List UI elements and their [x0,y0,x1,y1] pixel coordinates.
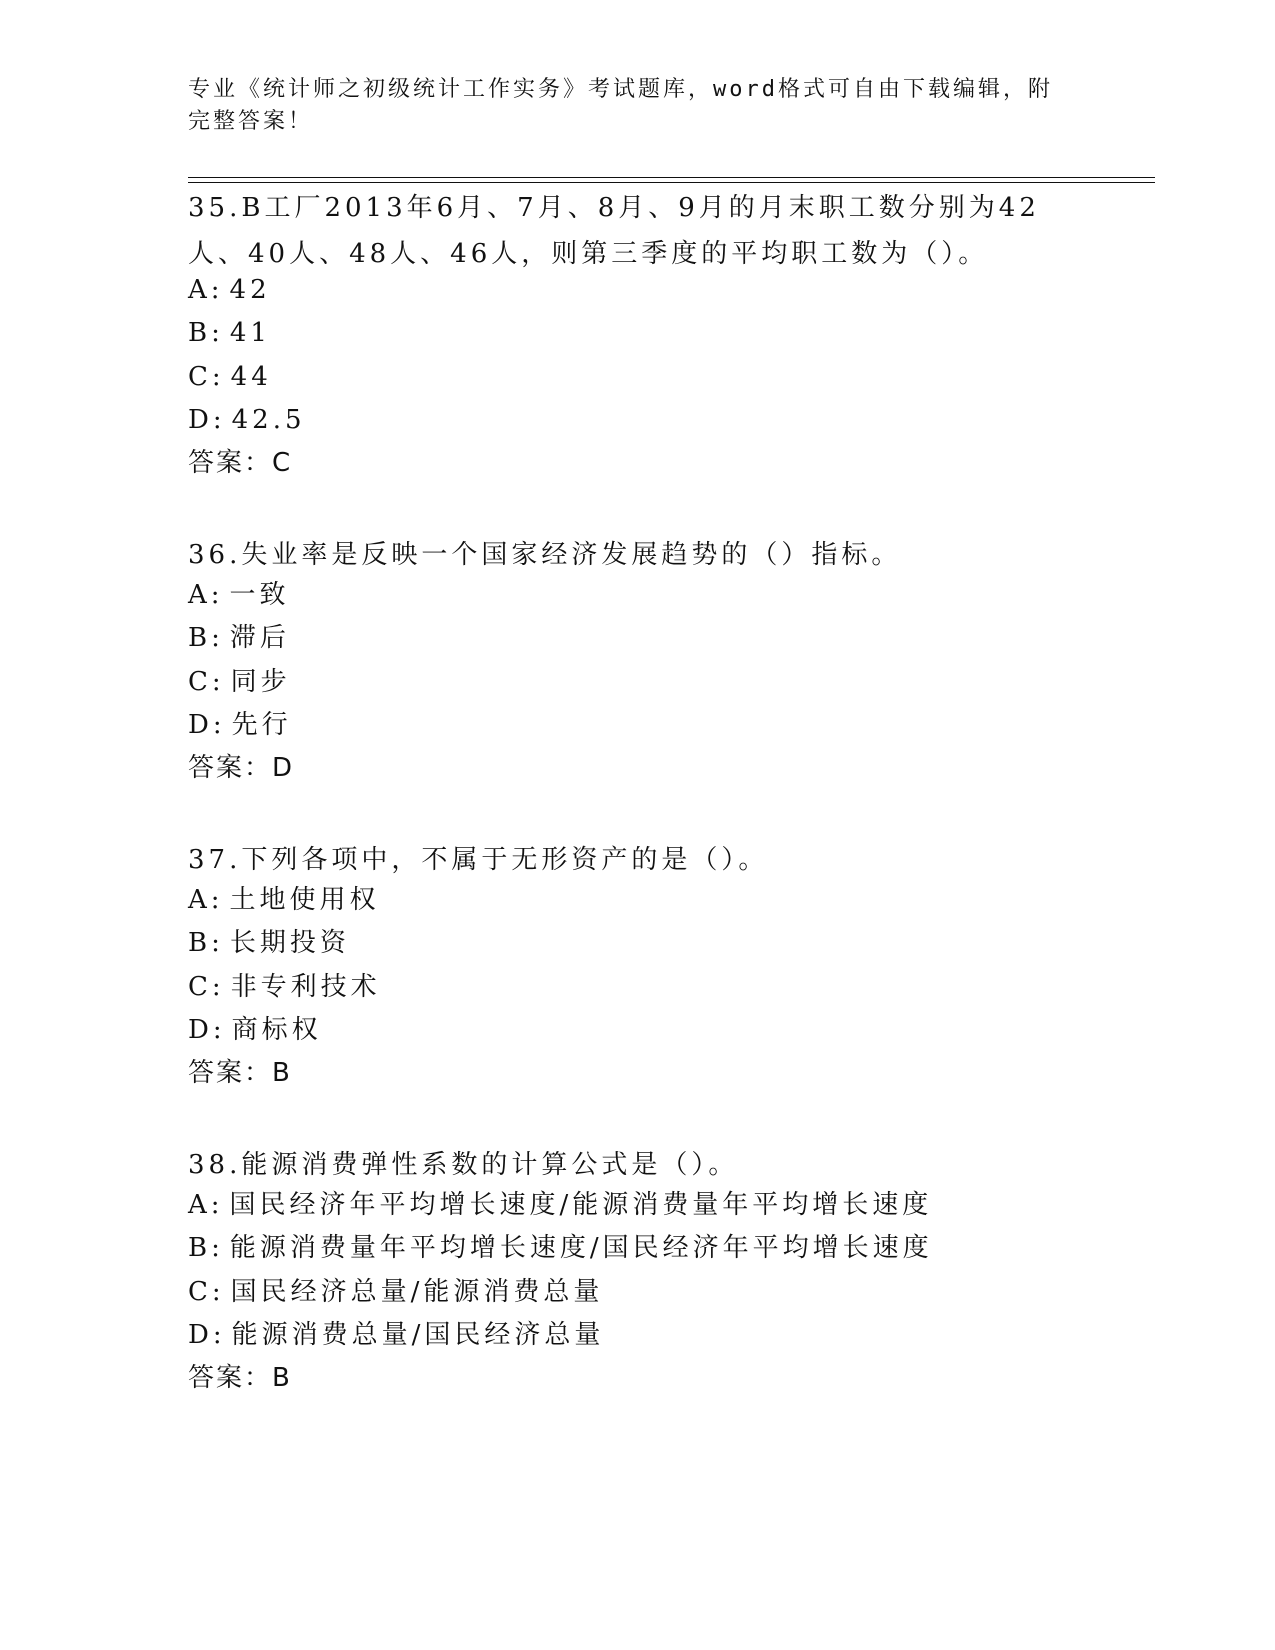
option-text: 42 [229,275,271,305]
option-letter: D: [188,710,226,740]
question-38-answer: 答案：B [188,1363,292,1393]
header-divider-top [188,177,1155,178]
question-35-option-d [188,400,1088,440]
question-36-option-c [188,662,1088,702]
option-text: 44 [230,362,272,392]
question-35-option-c [188,357,1088,397]
option-letter: C: [188,362,225,392]
question-35-answer: 答案：C [188,448,293,478]
question-37-stem: 37.下列各项中，不属于无形资产的是（）。 [188,845,769,875]
question-37-answer: 答案：B [188,1058,292,1088]
question-36-option-a [188,575,1088,615]
option-letter: D: [188,1015,226,1045]
option-text: 非专利技术 [230,972,381,1002]
question-37-option-a [188,880,1088,920]
option-letter: B: [188,318,224,348]
option-text: 国民经济总量/能源消费总量 [230,1277,604,1307]
question-37-option-d [188,1010,1088,1050]
question-36-answer: 答案：D [188,753,295,783]
option-letter: D: [188,405,226,435]
option-text: 42.5 [231,405,306,435]
option-letter: A: [188,1190,224,1220]
option-text: 同步 [230,667,291,697]
question-37-option-b [188,923,1088,963]
option-letter: A: [188,275,224,305]
question-37-option-c [188,967,1088,1007]
option-letter: B: [188,928,224,958]
document-header: 专业《统计师之初级统计工作实务》考试题库，word格式可自由下载编辑，附完整答案！ [188,77,1053,134]
option-letter: C: [188,972,225,1002]
question-35-option-b [188,313,1088,353]
question-38-option-c [188,1272,1088,1312]
option-text: 能源消费量年平均增长速度/国民经济年平均增长速度 [229,1233,933,1263]
question-35-stem: 35.B工厂2013年6月、7月、8月、9月的月末职工数分别为42人、40人、48人、46人，则第三季度的平均职工数为（）。 [188,193,1040,269]
option-text: 滞后 [229,623,290,653]
question-38-stem: 38.能源消费弹性系数的计算公式是（）。 [188,1150,739,1180]
option-text: 先行 [231,710,292,740]
option-letter: D: [188,1320,226,1350]
question-36-option-d [188,705,1088,745]
option-text: 国民经济年平均增长速度/能源消费量年平均增长速度 [229,1190,933,1220]
option-text: 一致 [229,580,290,610]
question-35-option-a [188,270,1088,310]
question-36-stem: 36.失业率是反映一个国家经济发展趋势的（）指标。 [188,540,902,570]
option-text: 土地使用权 [229,885,380,915]
option-text: 能源消费总量/国民经济总量 [231,1320,605,1350]
option-letter: C: [188,667,225,697]
option-text: 长期投资 [229,928,350,958]
option-letter: A: [188,885,224,915]
option-text: 商标权 [231,1015,322,1045]
question-38-option-a [188,1185,1088,1225]
option-letter: B: [188,1233,224,1263]
option-letter: C: [188,1277,225,1307]
question-38-option-b [188,1228,1088,1268]
option-letter: A: [188,580,224,610]
header-divider-bottom [188,182,1155,183]
question-36-option-b [188,618,1088,658]
question-38-option-d [188,1315,1088,1355]
option-text: 41 [229,318,271,348]
option-letter: B: [188,623,224,653]
